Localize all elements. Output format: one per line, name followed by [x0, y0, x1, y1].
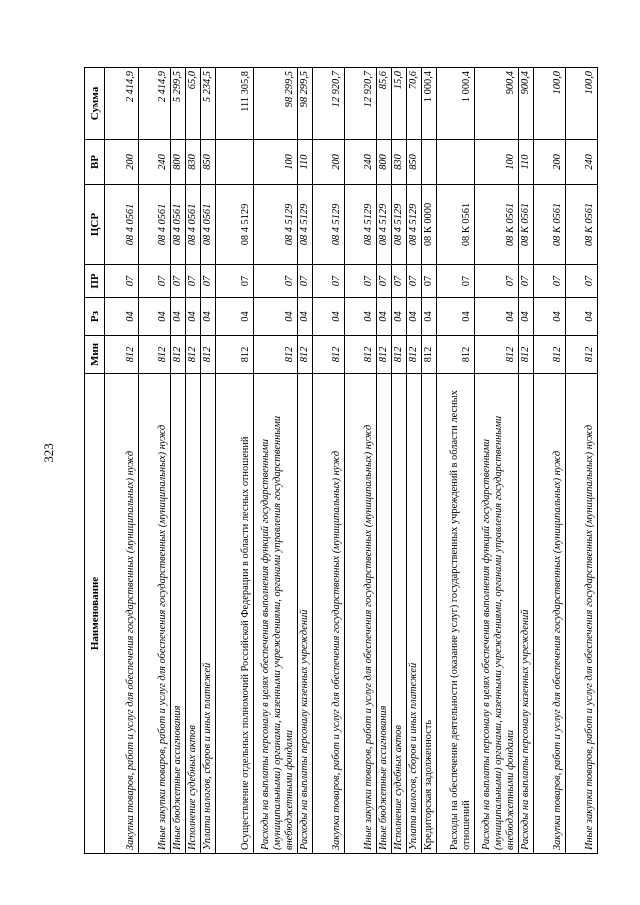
cell-vr	[216, 140, 254, 185]
cell-csr: 08 4 5129	[392, 185, 407, 265]
table-row	[475, 68, 519, 854]
cell-csr: 08 4 0561	[105, 185, 139, 265]
cell-rz: 04	[422, 298, 437, 336]
cell-csr: 08 4 0561	[186, 185, 201, 265]
table-row	[254, 68, 298, 854]
cell-csr: 08 К 0561	[437, 185, 475, 265]
cell-name: Расходы на выплаты персоналу казенных учреждений	[519, 374, 534, 854]
cell-rz: 04	[392, 298, 407, 336]
cell-name: Осуществление отдельных полномочий Российской Федерации в области лесных отношений	[216, 374, 254, 854]
table-row	[519, 68, 534, 854]
cell-sum: 111 305,8	[216, 68, 254, 140]
cell-rz: 04	[186, 298, 201, 336]
cell-sum: 85,6	[377, 68, 392, 140]
cell-rz: 04	[105, 298, 139, 336]
cell-csr: 08 4 5129	[298, 185, 313, 265]
cell-pr: 07	[566, 265, 598, 298]
cell-min: 812	[534, 336, 566, 374]
cell-name: Расходы на выплаты персоналу в целях обеспечения выполнения функций государственными (муниципальными) органами, казенными учреждениями, органами управления государственными внебюджетными фондами	[254, 374, 298, 854]
cell-sum: 2 414,9	[139, 68, 171, 140]
header-csr: ЦСР	[85, 185, 105, 265]
table-row	[313, 68, 345, 854]
cell-csr: 08 4 5129	[345, 185, 377, 265]
cell-vr: 240	[566, 140, 598, 185]
cell-csr: 08 К 0561	[534, 185, 566, 265]
table-row	[422, 68, 437, 854]
cell-min: 812	[186, 336, 201, 374]
cell-pr: 07	[392, 265, 407, 298]
cell-rz: 04	[139, 298, 171, 336]
table-row	[407, 68, 422, 854]
table-row	[377, 68, 392, 854]
cell-vr: 800	[171, 140, 186, 185]
cell-pr: 07	[298, 265, 313, 298]
budget-table	[84, 67, 598, 854]
cell-vr: 850	[407, 140, 422, 185]
cell-name: Закупка товаров, работ и услуг для обеспечения государственных (муниципальных) нужд	[313, 374, 345, 854]
cell-pr: 07	[254, 265, 298, 298]
cell-vr: 110	[298, 140, 313, 185]
cell-name: Закупка товаров, работ и услуг для обеспечения государственных (муниципальных) нужд	[534, 374, 566, 854]
cell-vr: 200	[313, 140, 345, 185]
cell-sum: 15,0	[392, 68, 407, 140]
cell-pr: 07	[475, 265, 519, 298]
cell-min: 812	[407, 336, 422, 374]
cell-sum: 5 234,5	[201, 68, 216, 140]
table-row	[216, 68, 254, 854]
cell-name: Расходы на выплаты персоналу казенных учреждений	[298, 374, 313, 854]
cell-name: Уплата налогов, сборов и иных платежей	[407, 374, 422, 854]
cell-csr: 08 4 0561	[201, 185, 216, 265]
cell-min: 812	[216, 336, 254, 374]
cell-csr: 08 К 0561	[519, 185, 534, 265]
cell-csr: 08 4 0561	[139, 185, 171, 265]
table-row	[105, 68, 139, 854]
cell-vr: 240	[139, 140, 171, 185]
cell-sum: 70,6	[407, 68, 422, 140]
cell-pr: 07	[186, 265, 201, 298]
cell-sum: 98 299,5	[298, 68, 313, 140]
cell-pr: 07	[407, 265, 422, 298]
cell-vr: 110	[519, 140, 534, 185]
cell-vr: 830	[392, 140, 407, 185]
cell-sum: 1 000,4	[422, 68, 437, 140]
header-rz: Рз	[85, 298, 105, 336]
cell-name: Расходы на обеспечение деятельности (оказание услуг) государственных учреждений в области лесных отношений	[437, 374, 475, 854]
cell-pr: 07	[216, 265, 254, 298]
cell-vr: 200	[534, 140, 566, 185]
rotated-table-container	[84, 68, 595, 854]
cell-rz: 04	[437, 298, 475, 336]
cell-rz: 04	[475, 298, 519, 336]
cell-sum: 12 920,7	[345, 68, 377, 140]
cell-rz: 04	[254, 298, 298, 336]
cell-min: 812	[345, 336, 377, 374]
cell-csr: 08 4 5129	[254, 185, 298, 265]
cell-pr: 07	[519, 265, 534, 298]
cell-rz: 04	[171, 298, 186, 336]
page-number: 323	[41, 443, 56, 463]
cell-pr: 07	[171, 265, 186, 298]
cell-min: 812	[139, 336, 171, 374]
header-name: Наименование	[85, 374, 105, 854]
table-row	[566, 68, 598, 854]
cell-min: 812	[171, 336, 186, 374]
table-row	[534, 68, 566, 854]
cell-rz: 04	[566, 298, 598, 336]
cell-name: Иные закупки товаров, работ и услуг для обеспечения государственных (муниципальных) нужд	[345, 374, 377, 854]
cell-min: 812	[475, 336, 519, 374]
cell-min: 812	[313, 336, 345, 374]
cell-rz: 04	[519, 298, 534, 336]
cell-rz: 04	[377, 298, 392, 336]
cell-min: 812	[377, 336, 392, 374]
cell-csr: 08 К 0561	[566, 185, 598, 265]
cell-rz: 04	[201, 298, 216, 336]
cell-rz: 04	[534, 298, 566, 336]
cell-pr: 07	[534, 265, 566, 298]
cell-vr	[437, 140, 475, 185]
cell-name: Иные бюджетные ассигнования	[377, 374, 392, 854]
cell-min: 812	[254, 336, 298, 374]
cell-vr: 800	[377, 140, 392, 185]
table-row	[437, 68, 475, 854]
cell-pr: 07	[201, 265, 216, 298]
cell-rz: 04	[345, 298, 377, 336]
cell-sum: 12 920,7	[313, 68, 345, 140]
cell-vr: 100	[254, 140, 298, 185]
table-row	[201, 68, 216, 854]
cell-rz: 04	[298, 298, 313, 336]
cell-pr: 07	[422, 265, 437, 298]
cell-sum: 2 414,9	[105, 68, 139, 140]
table-row	[171, 68, 186, 854]
cell-min: 812	[105, 336, 139, 374]
cell-sum: 98 299,5	[254, 68, 298, 140]
cell-rz: 04	[216, 298, 254, 336]
cell-sum: 65,0	[186, 68, 201, 140]
cell-pr: 07	[345, 265, 377, 298]
cell-csr: 08 4 0561	[171, 185, 186, 265]
cell-name: Уплата налогов, сборов и иных платежей	[201, 374, 216, 854]
cell-vr	[422, 140, 437, 185]
cell-vr: 830	[186, 140, 201, 185]
table-row	[392, 68, 407, 854]
cell-sum: 5 299,5	[171, 68, 186, 140]
table-row	[139, 68, 171, 854]
cell-csr: 08 К 0561	[475, 185, 519, 265]
cell-name: Исполнение судебных актов	[392, 374, 407, 854]
cell-csr: 08 4 5129	[377, 185, 392, 265]
cell-sum: 100,0	[534, 68, 566, 140]
cell-vr: 100	[475, 140, 519, 185]
header-sum: Сумма	[85, 68, 105, 140]
cell-pr: 07	[437, 265, 475, 298]
header-vr: ВР	[85, 140, 105, 185]
table-body	[105, 68, 598, 854]
cell-min: 812	[437, 336, 475, 374]
cell-vr: 850	[201, 140, 216, 185]
cell-csr: 08 4 5129	[216, 185, 254, 265]
cell-csr: 08 К 0000	[422, 185, 437, 265]
cell-pr: 07	[105, 265, 139, 298]
cell-csr: 08 4 5129	[407, 185, 422, 265]
cell-csr: 08 4 5129	[313, 185, 345, 265]
cell-min: 812	[566, 336, 598, 374]
cell-vr: 200	[105, 140, 139, 185]
cell-name: Иные закупки товаров, работ и услуг для обеспечения государственных (муниципальных) нужд	[566, 374, 598, 854]
header-row	[85, 68, 105, 854]
cell-name: Исполнение судебных актов	[186, 374, 201, 854]
cell-min: 812	[422, 336, 437, 374]
cell-min: 812	[519, 336, 534, 374]
cell-name: Закупка товаров, работ и услуг для обеспечения государственных (муниципальных) нужд	[105, 374, 139, 854]
header-min: Мин	[85, 336, 105, 374]
cell-min: 812	[201, 336, 216, 374]
cell-name: Иные бюджетные ассигнования	[171, 374, 186, 854]
cell-sum: 900,4	[475, 68, 519, 140]
cell-sum: 1 000,4	[437, 68, 475, 140]
cell-sum: 100,0	[566, 68, 598, 140]
cell-name: Иные закупки товаров, работ и услуг для обеспечения государственных (муниципальных) нужд	[139, 374, 171, 854]
cell-pr: 07	[313, 265, 345, 298]
table-row	[186, 68, 201, 854]
cell-vr: 240	[345, 140, 377, 185]
cell-name: Кредиторская задолженность	[422, 374, 437, 854]
cell-min: 812	[298, 336, 313, 374]
cell-min: 812	[392, 336, 407, 374]
cell-rz: 04	[313, 298, 345, 336]
cell-pr: 07	[139, 265, 171, 298]
table-row	[345, 68, 377, 854]
header-pr: ПР	[85, 265, 105, 298]
cell-rz: 04	[407, 298, 422, 336]
cell-pr: 07	[377, 265, 392, 298]
table-row	[298, 68, 313, 854]
cell-sum: 900,4	[519, 68, 534, 140]
cell-name: Расходы на выплаты персоналу в целях обеспечения выполнения функций государственными (муниципальными) органами, казенными учреждениями, органами управления государственными внебюджетными фондами	[475, 374, 519, 854]
